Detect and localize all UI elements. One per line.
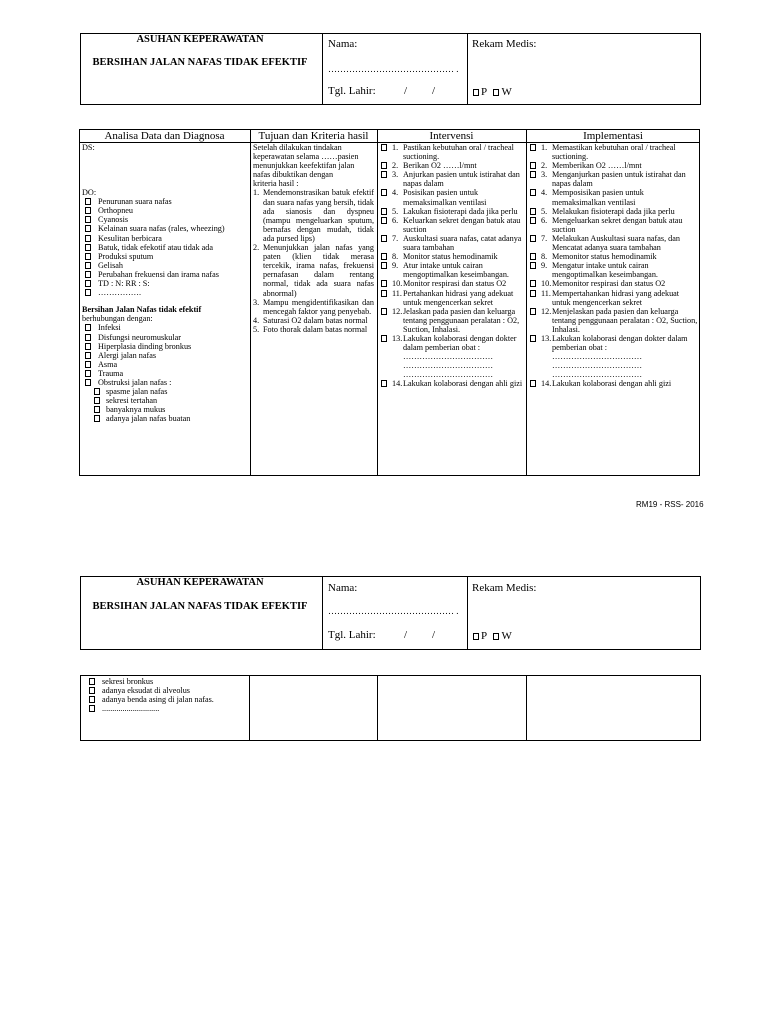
checkbox[interactable] [530,253,536,260]
item-number: 2. [253,243,260,253]
intervensi-item [379,252,524,261]
item-label: sekresi tertahan [106,396,158,406]
col-intervensi-header: Intervensi [429,130,474,142]
intervensi-column [379,143,524,389]
item-label: Penurunan suara nafas [98,197,172,207]
item-number: 6. [541,215,548,225]
nama-field[interactable]: …………………………………… . [328,64,459,74]
item-label: Auskultasi suara nafas, catat adanya suara tambahan [403,233,522,253]
tujuan-intro-3: menunjukkan keefektifan jalan [253,161,355,171]
checkbox[interactable] [381,308,387,315]
item-number: 14. [541,379,552,389]
obstruction-item [82,387,248,396]
implementasi-item [528,289,698,307]
item-label: TD : N: RR : S: [98,279,150,289]
item-label: Menganjurkan pasien untuk istirahat dan napas dalam [552,170,686,189]
checkbox[interactable] [89,696,95,703]
checkbox[interactable] [85,280,91,287]
checkbox[interactable] [94,388,100,395]
checkbox[interactable] [85,343,91,350]
checkbox[interactable] [530,235,536,242]
tujuan-intro-1: Setelah dilakukan tindakan [253,143,342,152]
item-label: Memonitor status hemodinamik [552,252,657,262]
checkbox-w[interactable] [493,89,499,96]
checkbox[interactable] [94,397,100,404]
item-label: Menjelaskan pada pasien dan keluarga tentang penggunaan peralatan : O2, Suction, Inhalasi. [552,306,698,334]
intervensi-item [379,352,524,361]
continuation-item [86,704,246,713]
continuation-item [86,677,246,686]
implementasi-column [528,143,698,389]
intervensi-item [379,370,524,379]
item-label: Kesulitan berbicara [98,233,162,243]
item-number: 7. [392,233,399,243]
continuation-item [86,695,246,704]
col-analisa-header: Analisa Data dan Diagnosa [104,130,225,142]
intervensi-item [379,234,524,252]
checkbox[interactable] [381,189,387,196]
checkbox[interactable] [530,208,536,215]
item-label: …………………………… [552,352,643,362]
checkbox[interactable] [85,253,91,260]
item-number: 7. [541,233,548,243]
item-number: 6. [392,215,399,225]
checkbox[interactable] [85,361,91,368]
checkbox[interactable] [381,290,387,297]
intervensi-item [379,143,524,161]
checkbox[interactable] [94,406,100,413]
item-label: Monitor respirasi dan status O2 [403,279,507,289]
checkbox[interactable] [530,335,536,342]
item-label: Disfungsi neuromuskular [98,332,182,342]
checkbox[interactable] [381,144,387,151]
item-label: Foto thorak dalam batas normal [263,324,368,334]
intervensi-item [379,261,524,279]
do-label: DO: [82,188,97,198]
obstruction-item [82,396,248,405]
tgl-sep-2: / [432,85,436,97]
item-number: 4. [541,188,548,198]
obstruction-item [82,405,248,414]
diagnosis-cause-item [82,369,248,378]
item-label: Orthopneu [98,206,134,216]
do-item [82,270,248,279]
item-label: Menunjukkan jalan nafas yang paten (klien tidak merasa tercekik, irama nafas, frekuensi pernafasan dalam rentang normal, tidak ada suara nafas abnormal) [263,243,374,298]
implementasi-item [528,261,698,279]
checkbox-w-2[interactable] [493,633,499,640]
item-label: Posisikan pasien untuk memaksimalkan ventilasi [403,188,487,207]
item-label: Batuk, tidak efekotif atau tidak ada [98,242,214,252]
item-number: 10. [392,279,403,289]
checkbox[interactable] [85,352,91,359]
implementasi-item [528,170,698,188]
sex-p-label-2: P [481,630,487,642]
item-label: Lakukan kolaborasi dengan ahli gizi [552,379,672,389]
item-number: 2. [541,161,548,171]
item-number: 5. [541,206,548,216]
intervensi-item [379,307,524,334]
item-number: 10. [541,279,552,289]
rekam-medis-label: Rekam Medis: [472,38,537,50]
tujuan-item [253,243,374,298]
implementasi-item [528,216,698,234]
item-label: Alergi jalan nafas [98,350,157,360]
continuation-column [86,677,246,713]
checkbox[interactable] [381,235,387,242]
implementasi-item [528,370,698,379]
item-label: adanya benda asing di jalan nafas. [102,695,214,705]
item-label: Mampu mengidentifikasikan dan mencegah faktor yang penyebab. [263,297,374,316]
item-number: 8. [541,252,548,262]
checkbox[interactable] [85,370,91,377]
tujuan-intro-4: nafas dibuktikan dengan [253,170,334,180]
tujuan-intro-2: keperawatan selama ……pasien [253,152,359,162]
item-number: 13. [392,333,403,343]
implementasi-item [528,234,698,252]
item-label: …………………………… [403,352,494,362]
item-label: sekresi bronkus [102,677,154,686]
header-title: ASUHAN KEPERAWATAN [136,34,264,45]
checkbox[interactable] [530,308,536,315]
rekam-medis-label-2: Rekam Medis: [472,582,537,594]
tujuan-list [253,188,374,334]
checkbox[interactable] [381,280,387,287]
item-label: Memberikan O2 ……l/mnt [552,161,642,171]
ds-label: DS: [82,143,95,152]
nama-field-2[interactable]: …………………………………… . [328,606,459,616]
item-label: Keluarkan sekret dengan batuk atau suction [403,215,521,234]
intervensi-item [379,334,524,352]
tgl-lahir-label-2: Tgl. Lahir: [328,629,376,641]
sex-w-label: W [501,86,512,98]
diagnosis-subtitle: berhubungan dengan: [82,314,153,324]
item-number: 3. [253,297,260,307]
item-number: 3. [392,170,399,180]
checkbox[interactable] [85,334,91,341]
do-item [82,243,248,252]
checkbox[interactable] [89,705,95,712]
item-label: Trauma [98,368,124,378]
nama-label: Nama: [328,38,358,50]
item-number: 14. [392,379,403,389]
checkbox-p-2[interactable] [473,633,479,640]
item-label: Mempertahankan hidrasi yang adekuat untuk mengencerkan sekret [552,288,680,307]
implementasi-item [528,207,698,216]
item-number: 12. [392,306,403,316]
checkbox[interactable] [530,290,536,297]
checkbox[interactable] [381,171,387,178]
intervensi-item [379,361,524,370]
checkbox[interactable] [530,189,536,196]
item-label: banyaknya mukus [106,405,166,415]
item-label: Cyanosis [98,215,129,225]
item-label: Mengatur intake untuk cairan mengoptimalkan keseimbangan. [552,261,658,280]
item-label: Berikan O2 ……l/mnt [403,161,477,171]
nama-label-2: Nama: [328,582,358,594]
header-diagnosis-title-2: BERSIHAN JALAN NAFAS TIDAK EFEKTIF [92,601,308,612]
implementasi-item [528,188,698,206]
item-number: 2. [392,161,399,171]
checkbox[interactable] [85,262,91,269]
do-item [82,224,248,233]
analisa-column [82,143,248,423]
item-label: Memastikan kebutuhan oral / tracheal suctioning. [552,143,676,162]
item-label: Obstruksi jalan nafas : [98,377,172,387]
checkbox[interactable] [85,379,91,386]
item-label: adanya eksudat di alveolus [102,686,190,696]
item-number: 13. [541,333,552,343]
checkbox[interactable] [85,207,91,214]
item-number: 1. [392,143,399,152]
diagnosis-cause-item [82,333,248,342]
checkbox-p[interactable] [473,89,479,96]
item-label: …………………………… [552,361,643,371]
implementasi-item [528,361,698,370]
checkbox[interactable] [85,216,91,223]
checkbox[interactable] [89,687,95,694]
do-item [82,215,248,224]
implementasi-item [528,379,698,388]
item-label: Pertahankan hidrasi yang adekuat untuk mengencerkan sekret [403,288,514,307]
do-item [82,288,248,297]
checkbox[interactable] [530,262,536,269]
item-number: 3. [541,170,548,180]
sex-selector [473,86,512,98]
item-label: Jelaskan pada pasien dan keluarga tentang penggunaan peralatan : O2, Suction, Inhalasi. [403,306,520,334]
item-number: 4. [253,315,260,325]
obstruction-list [82,387,248,423]
checkbox[interactable] [530,171,536,178]
diagnosis-cause-item [82,351,248,360]
do-item [82,279,248,288]
item-label: Asma [98,359,118,369]
sex-w-label-2: W [501,630,512,642]
checkbox[interactable] [530,380,536,387]
item-label: Gelisah [98,260,124,270]
col-implementasi-header: Implementasi [583,130,643,142]
checkbox[interactable] [381,208,387,215]
implementasi-item [528,279,698,288]
checkbox[interactable] [530,162,536,169]
intervensi-item [379,170,524,188]
intervensi-item [379,279,524,288]
diagnosis-cause-item [82,342,248,351]
checkbox[interactable] [530,144,536,151]
item-number: 8. [392,252,399,262]
item-label: …………………………… [403,370,494,380]
checkbox[interactable] [381,162,387,169]
item-number: 11. [541,288,551,298]
item-label: Memposisikan pasien untuk memaksimalkan ventilasi [552,188,644,207]
implementasi-item [528,252,698,261]
item-label: Perubahan frekuensi dan irama nafas [98,269,219,279]
implementasi-item [528,334,698,352]
item-label: Pastikan kebutuhan oral / tracheal suctioning. [403,143,514,162]
item-label: Produksi sputum [98,251,154,261]
item-number: 9. [392,261,399,271]
checkbox[interactable] [85,225,91,232]
checkbox[interactable] [85,289,91,296]
item-label: Lakukan fisioterapi dada jika perlu [403,206,518,216]
intervensi-item [379,379,524,388]
do-item [82,261,248,270]
item-number: 5. [253,324,260,334]
item-number: 9. [541,261,548,271]
item-label: Melakukan fisioterapi dada jika perlu [552,206,675,216]
tujuan-item [253,298,374,316]
tujuan-item [253,316,374,325]
checkbox[interactable] [530,280,536,287]
implementasi-item [528,352,698,361]
item-number: 4. [392,188,399,198]
checkbox[interactable] [94,415,100,422]
do-item [82,197,248,206]
item-label: adanya jalan nafas buatan [106,414,191,424]
checkbox[interactable] [85,235,91,242]
item-label: spasme jalan nafas [106,387,168,397]
checkbox[interactable] [85,198,91,205]
continuation-item [86,686,246,695]
do-item [82,252,248,261]
checkbox[interactable] [85,244,91,251]
item-label: Monitor status hemodinamik [403,252,498,262]
tujuan-intro-5: kriteria hasil : [253,179,299,189]
item-label: Lakukan kolaborasi dengan ahli gizi [403,379,523,389]
do-item [82,234,248,243]
item-number: 1. [541,143,548,152]
diagnosis-cause-item [82,323,248,332]
item-label: ……………. [98,288,141,298]
item-label: Lakukan kolaborasi dengan dokter dalam pemberian obat : [403,333,517,353]
intervensi-item [379,207,524,216]
do-list [82,197,248,297]
checkbox[interactable] [89,678,95,685]
item-label: Melakukan Auskultasi suara nafas, dan Mencatat adanya suara tambahan [552,233,681,253]
item-label: Anjurkan pasien untuk istirahat dan napas dalam [403,170,520,189]
obstruction-item [82,414,248,423]
intervensi-item [379,289,524,307]
tgl-sep-1: / [404,85,408,97]
item-number: 5. [392,206,399,216]
intervensi-item [379,161,524,170]
checkbox[interactable] [381,335,387,342]
col-tujuan-header: Tujuan dan Kriteria hasil [258,130,369,142]
do-item [82,206,248,215]
intervensi-item [379,188,524,206]
item-label: Infeksi [98,323,121,333]
checkbox[interactable] [85,324,91,331]
item-label: Hiperplasia dinding bronkus [98,341,192,351]
implementasi-item [528,143,698,161]
checkbox[interactable] [381,217,387,224]
implementasi-item [528,161,698,170]
checkbox[interactable] [85,271,91,278]
diagnosis-cause-item [82,378,248,387]
item-label: Atur intake untuk cairan mengoptimalkan keseimbangan. [403,261,509,280]
sex-p-label: P [481,86,487,98]
tujuan-item [253,188,374,243]
header-diagnosis-title: BERSIHAN JALAN NAFAS TIDAK EFEKTIF [92,57,308,68]
item-number: 1. [253,188,260,198]
item-label: Kelainan suara nafas (rales, wheezing) [98,224,225,234]
checkbox[interactable] [381,380,387,387]
item-label: Lakukan kolaborasi dengan dokter dalam pemberian obat : [552,333,688,353]
item-label: Mendemonstrasikan batuk efektif dan suara nafas yang bersih, tidak ada sianosis dan dyspneu (mampu mengeluarkan sputum, bernafas dengan mudah, tidak ada pursed lips) [263,188,374,243]
item-number: 12. [541,306,552,316]
sex-selector-2 [473,630,512,642]
item-label: ............................ [102,704,160,714]
header-title-2: ASUHAN KEPERAWATAN [136,577,264,588]
checkbox[interactable] [381,262,387,269]
diagnosis-title: Bersihan Jalan Nafas tidak efektif [82,305,202,315]
tgl-lahir-label: Tgl. Lahir: [328,85,376,97]
item-label: Memonitor respirasi dan status O2 [552,279,666,289]
implementasi-item [528,307,698,334]
item-number: 11. [392,288,402,298]
tujuan-item [253,325,374,334]
diagnosis-cause-item [82,360,248,369]
diagnosis-list [82,323,248,387]
tgl-sep-1-2: / [404,629,408,641]
checkbox[interactable] [381,253,387,260]
item-label: …………………………… [403,361,494,371]
item-label: …………………………… [552,370,643,380]
item-label: Saturasi O2 dalam batas normal [263,315,368,325]
tujuan-column [253,143,374,334]
checkbox[interactable] [530,217,536,224]
form-code: RM19 - RSS- 2016 [636,500,704,509]
intervensi-item [379,216,524,234]
item-label: Mengeluarkan sekret dengan batuk atau suction [552,215,683,234]
tgl-sep-2-2: / [432,629,436,641]
